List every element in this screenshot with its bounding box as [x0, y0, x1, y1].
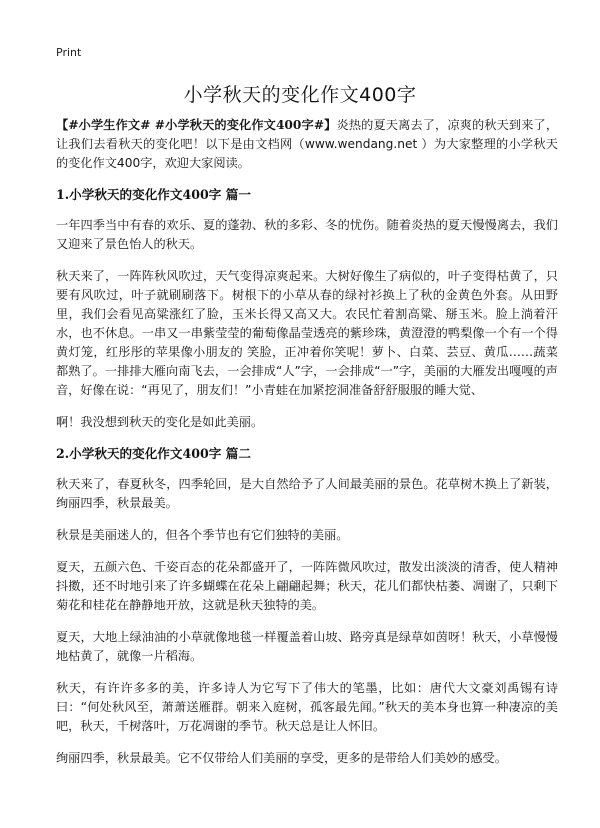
section-1-paragraph-3: 啊！我没想到秋天的变化是如此美丽。: [56, 415, 264, 429]
section-2-paragraph-2: 秋景是美丽迷人的，但各个季节也有它们独特的美丽。: [56, 528, 349, 542]
article-body: [56, 116, 558, 781]
section-heading-2-prefix: 2.小学秋天的变化作文400字: [56, 446, 222, 461]
print-label: Print: [56, 46, 82, 59]
page-title: 小学秋天的变化作文400字: [183, 84, 417, 106]
intro-text: 炎热的夏天离去了，凉爽的秋天到来了，让我们去看秋天的变化吧！以下是由文档网（www.wendang.net ）为大家整理的小学秋天的变化作文400字，欢迎大家阅读。: [56, 118, 559, 170]
section-2-paragraph-5: 秋天，有许许多多的美，许多诗人为它写下了伟大的笔墨，比如：唐代大文豪刘禹锡有诗曰：“何处秋风至，萧萧送雁群。朝来入庭树，孤客最先闻。”秋天的美本身也算一种凄凉的美吧，秋天，千树落叶，万花凋谢的季节。秋天总是让人怀旧。: [56, 681, 558, 733]
section-2-paragraph-1: 秋天来了，春夏秋冬，四季轮回，是大自然给予了人间最美丽的景色。花草树木换上了新装，绚丽四季，秋景最美。: [56, 477, 558, 510]
section-heading-2-suffix: 篇二: [221, 446, 251, 461]
section-heading-1-prefix: 1.小学秋天的变化作文400字: [56, 187, 222, 202]
intro-tag: 【#小学生作文# #小学秋天的变化作文400字#】: [56, 118, 337, 132]
section-2-paragraph-4: 夏天，大地上绿油油的小草就像地毯一样覆盖着山坡、路旁真是绿草如茵呀！秋天，小草慢慢地枯黄了，就像一片稻海。: [56, 630, 558, 663]
section-2-paragraph-3: 夏天，五颜六色、千姿百态的花朵都盛开了，一阵阵微风吹过，散发出淡淡的清香，使人精神抖擞，还不时地引来了许多蝴蝶在花朵上翩翩起舞；秋天，花儿们都快枯萎、凋谢了，只剩下菊花和桂花在静静地开放，这就是秋天独特的美。: [56, 560, 558, 612]
section-2-paragraph-6: 绚丽四季，秋景最美。它不仅带给人们美丽的享受，更多的是带给人们美妙的感受。: [56, 751, 507, 765]
section-1-paragraph-2: 秋天来了，一阵阵秋风吹过，天气变得凉爽起来。大树好像生了病似的，叶子变得枯黄了，只要有风吹过，叶子就刷刷落下。树根下的小草从春的绿衬衫换上了秋的金黄色外套。从田野里，我们会看见高粱涨红了脸，玉米长得又高又大。农民忙着割高粱、掰玉米。脸上淌着汗水，也不休息。一串又一串紫莹莹的葡萄像晶莹透亮的紫珍珠，黄澄澄的鸭梨像一个有一个得黄灯笼，红彤彤的苹果像小朋友的 笑脸，正冲着你笑呢！萝卜、白菜、芸豆、黄瓜……蔬菜都熟了。一排排大雁向南飞去，一会排成“人”字，一会排成“一”字，美丽的大雁发出嘎嘎的声音，好像在说：“再见了，朋友们！”小青蛙在加紧挖洞准备舒舒服服的睡大觉、: [56, 269, 558, 397]
intro-paragraph: [56, 116, 558, 173]
section-heading-1-suffix: 篇一: [221, 187, 251, 202]
section-heading-2: [56, 445, 558, 463]
section-heading-1: [56, 186, 558, 204]
section-1-paragraph-1: 一年四季当中有春的欢乐、夏的蓬勃、秋的多彩、冬的忧伤。随着炎热的夏天慢慢离去，我们又迎来了景色怡人的秋天。: [56, 218, 558, 251]
